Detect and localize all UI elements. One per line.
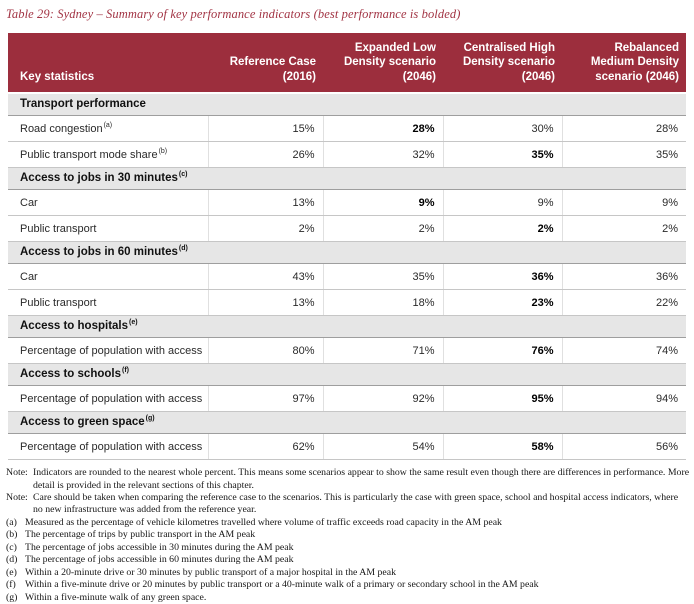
column-header: Reference Case (2016): [208, 33, 323, 93]
footnote-line: [6, 567, 690, 579]
footnote-text: Within a five-minute drive or 20 minutes by public transport or a 40-minute walk of a primary or secondary school in the AM peak: [25, 579, 539, 591]
row-label: Car: [20, 270, 38, 283]
table-row: [8, 264, 686, 290]
value-cell: 13%: [208, 290, 323, 316]
row-label: Public transport mode share: [20, 148, 158, 161]
section-header-row: [8, 242, 686, 264]
value-cell: 97%: [208, 386, 323, 412]
row-label: Car: [20, 196, 38, 209]
section-heading: Access to schools: [20, 368, 121, 381]
section-header-row: [8, 412, 686, 434]
footnote-label: (b): [6, 529, 18, 541]
footnote-label: (d): [6, 554, 18, 566]
row-label-cell: [8, 434, 208, 460]
section-heading: Access to jobs in 30 minutes: [20, 172, 178, 185]
table-caption: Table 29: Sydney – Summary of key performance indicators (best performance is bolded): [6, 7, 461, 21]
section-heading: Transport performance: [20, 98, 146, 111]
footnote-line: [6, 542, 690, 554]
row-label-cell: [8, 116, 208, 142]
value-cell: 71%: [323, 338, 443, 364]
value-cell: 22%: [562, 290, 686, 316]
column-header: Expanded Low Density scenario (2046): [323, 33, 443, 93]
table-row: [8, 142, 686, 168]
value-cell: 2%: [323, 216, 443, 242]
footnote-label: (g): [6, 591, 18, 603]
value-cell: 36%: [562, 264, 686, 290]
row-label: Percentage of population with access: [20, 392, 203, 405]
value-cell: 92%: [323, 386, 443, 412]
value-cell-best: 2%: [443, 216, 562, 242]
row-label-cell: [8, 142, 208, 168]
footnote-text: The percentage of jobs accessible in 60 minutes during the AM peak: [25, 554, 294, 566]
footnote-label: (a): [6, 516, 17, 528]
footnote-line: [6, 554, 690, 566]
column-header: Key statistics: [8, 33, 208, 93]
value-cell: 35%: [562, 142, 686, 168]
value-cell: 9%: [562, 190, 686, 216]
footnote-label: (e): [6, 566, 17, 578]
section-header-row: [8, 316, 686, 338]
value-cell-best: 9%: [323, 190, 443, 216]
value-cell: 32%: [323, 142, 443, 168]
value-cell: 62%: [208, 434, 323, 460]
footnote-text: The percentage of jobs accessible in 30 minutes during the AM peak: [25, 541, 294, 553]
value-cell: 18%: [323, 290, 443, 316]
note-text: Care should be taken when comparing the reference case to the scenarios. This is particularly the case with green space, school and hospital access indicators, where no new infrastructure was added from the reference year.: [33, 492, 679, 516]
note-text: Indicators are rounded to the nearest whole percent. This means some scenarios appear to show the same result even though there are differences in performance. More detail is provided in the relevant sections of this chapter.: [33, 467, 690, 491]
value-cell: 56%: [562, 434, 686, 460]
section-heading-cell: [8, 242, 686, 264]
footnote-text: Measured as the percentage of vehicle kilometres travelled where volume of traffic exceeds road capacity in the AM peak: [25, 516, 502, 528]
note-line: [6, 467, 690, 492]
section-heading: Access to jobs in 60 minutes: [20, 246, 178, 259]
column-header: Centralised High Density scenario (2046): [443, 33, 562, 93]
section-heading-cell: [8, 93, 686, 116]
table-row: [8, 216, 686, 242]
value-cell-best: 36%: [443, 264, 562, 290]
footnote-ref: (c): [178, 171, 188, 179]
section-heading: Access to hospitals: [20, 320, 129, 333]
table-row: [8, 434, 686, 460]
table-row: [8, 290, 686, 316]
footnote-line: [6, 529, 690, 541]
footnote-text: The percentage of trips by public transport in the AM peak: [25, 529, 256, 541]
value-cell: 28%: [562, 116, 686, 142]
section-header-row: [8, 168, 686, 190]
value-cell: 15%: [208, 116, 323, 142]
table-row: [8, 338, 686, 364]
value-cell: 30%: [443, 116, 562, 142]
row-label-cell: [8, 190, 208, 216]
footnote-ref: (a): [103, 121, 113, 129]
value-cell: 74%: [562, 338, 686, 364]
footnote-ref: (e): [129, 319, 138, 327]
footnote-label: (f): [6, 579, 16, 591]
row-label: Road congestion: [20, 122, 103, 135]
value-cell: 13%: [208, 190, 323, 216]
value-cell: 94%: [562, 386, 686, 412]
footnote-ref: (g): [145, 415, 155, 423]
section-header-row: [8, 93, 686, 116]
value-cell-best: 35%: [443, 142, 562, 168]
footnote-text: Within a 20-minute drive or 30 minutes by public transport of a major hospital in the AM peak: [25, 566, 396, 578]
section-header-row: [8, 364, 686, 386]
value-cell-best: 28%: [323, 116, 443, 142]
section-heading-cell: [8, 412, 686, 434]
value-cell: 2%: [208, 216, 323, 242]
row-label-cell: [8, 290, 208, 316]
table-header-row: [8, 33, 686, 93]
row-label: Percentage of population with access: [20, 440, 203, 453]
value-cell: 26%: [208, 142, 323, 168]
row-label: Public transport: [20, 222, 97, 235]
row-label-cell: [8, 216, 208, 242]
value-cell: 43%: [208, 264, 323, 290]
footnote-ref: (f): [121, 367, 129, 375]
section-heading: Access to green space: [20, 416, 145, 429]
report-page: [0, 7, 694, 603]
value-cell: 80%: [208, 338, 323, 364]
value-cell-best: 23%: [443, 290, 562, 316]
note-label: Note:: [6, 492, 28, 503]
footnote-line: [6, 517, 690, 529]
table-row: [8, 116, 686, 142]
table-notes: [6, 467, 690, 604]
table-row: [8, 190, 686, 216]
row-label-cell: [8, 264, 208, 290]
kpi-table: [8, 33, 686, 460]
footnote-text: Within a five-minute walk of any green space.: [25, 591, 207, 603]
note-line: [6, 492, 690, 517]
footnote-line: [6, 579, 690, 591]
footnote-label: (c): [6, 541, 17, 553]
value-cell: 2%: [562, 216, 686, 242]
footnote-line: [6, 592, 690, 604]
note-label: Note:: [6, 467, 28, 479]
value-cell: 54%: [323, 434, 443, 460]
value-cell-best: 58%: [443, 434, 562, 460]
section-heading-cell: [8, 364, 686, 386]
section-heading-cell: [8, 316, 686, 338]
row-label: Public transport: [20, 296, 97, 309]
footnote-ref: (d): [178, 245, 188, 253]
value-cell-best: 76%: [443, 338, 562, 364]
table-row: [8, 386, 686, 412]
row-label-cell: [8, 338, 208, 364]
value-cell: 9%: [443, 190, 562, 216]
value-cell: 35%: [323, 264, 443, 290]
footnote-ref: (b): [158, 147, 168, 155]
value-cell-best: 95%: [443, 386, 562, 412]
row-label-cell: [8, 386, 208, 412]
column-header: Rebalanced Medium Density scenario (2046): [562, 33, 686, 93]
row-label: Percentage of population with access: [20, 344, 203, 357]
section-heading-cell: [8, 168, 686, 190]
